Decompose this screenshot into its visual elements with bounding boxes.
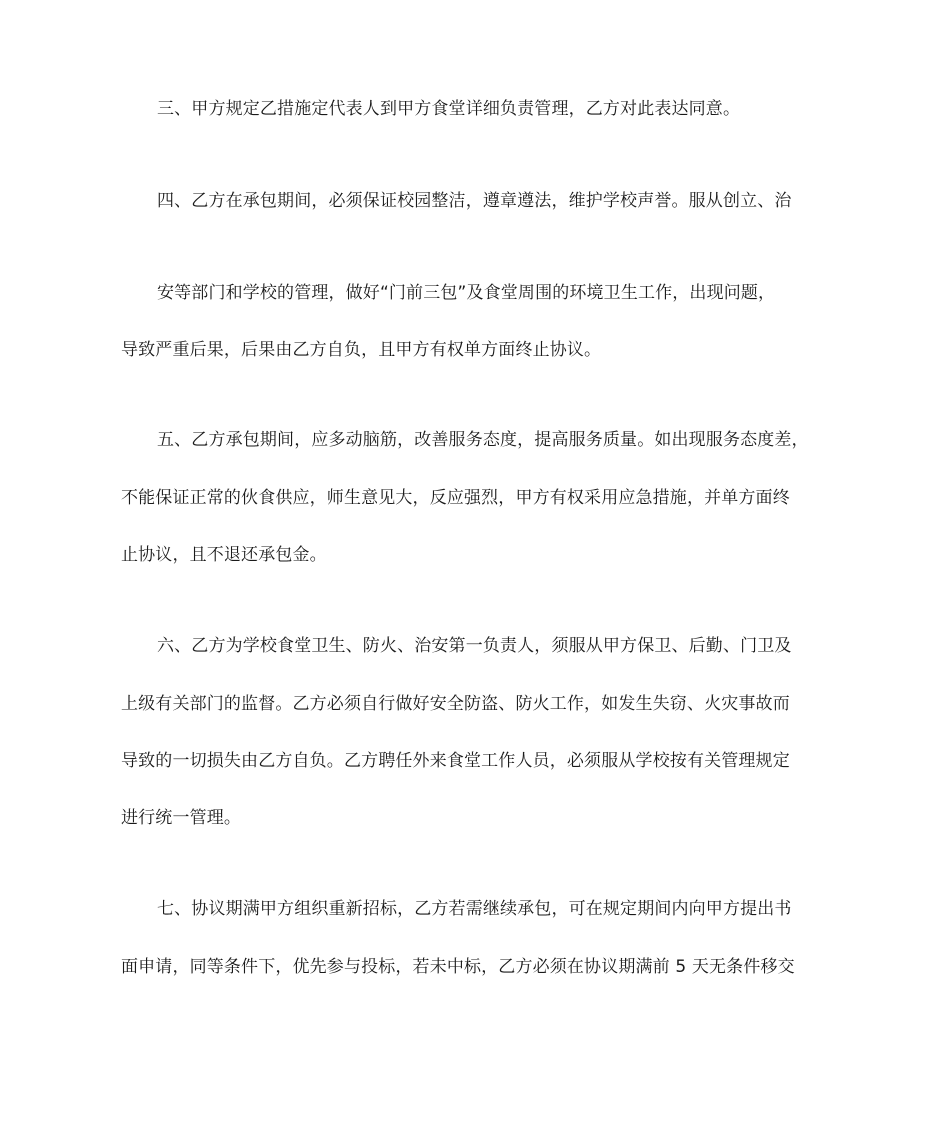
clause-4-line-2: 安等部门和学校的管理，做好“门前三包”及食堂周围的环境卫生工作，出现问题， [157, 283, 776, 303]
clause-6-line-3: 导致的一切损失由乙方自负。乙方聘任外来食堂工作人员，必须服从学校按有关管理规定 [121, 751, 790, 771]
clause-4-line-3: 导致严重后果，后果由乙方自负，且甲方有权单方面终止协议。 [121, 340, 602, 360]
clause-6-line-4: 进行统一管理。 [121, 808, 242, 828]
clause-5-line-1: 五、乙方承包期间，应多动脑筋，改善服务态度，提高服务质量。如出现服务态度差， [157, 430, 809, 450]
clause-5-line-2: 不能保证正常的伙食供应，师生意见大，反应强烈，甲方有权采用应急措施，并单方面终 [121, 488, 790, 508]
clause-5-line-3: 止协议，且不退还承包金。 [121, 545, 327, 565]
clause-7-line-2: 面申请，同等条件下，优先参与投标，若未中标，乙方必须在协议期满前 5 天无条件移交 [121, 957, 795, 977]
clause-4-line-1: 四、乙方在承包期间，必须保证校园整洁，遵章遵法，维护学校声誉。服从创立、治 [157, 191, 792, 211]
clause-3-line-1: 三、甲方规定乙措施定代表人到甲方食堂详细负责管理，乙方对此表达同意。 [157, 99, 741, 119]
clause-6-line-2: 上级有关部门的监督。乙方必须自行做好安全防盗、防火工作，如发生失窃、火灾事故而 [121, 694, 790, 714]
clause-6-line-1: 六、乙方为学校食堂卫生、防火、治安第一负责人，须服从甲方保卫、后勤、门卫及 [157, 636, 792, 656]
clause-7-line-1: 七、协议期满甲方组织重新招标，乙方若需继续承包，可在规定期间内向甲方提出书 [157, 899, 792, 919]
